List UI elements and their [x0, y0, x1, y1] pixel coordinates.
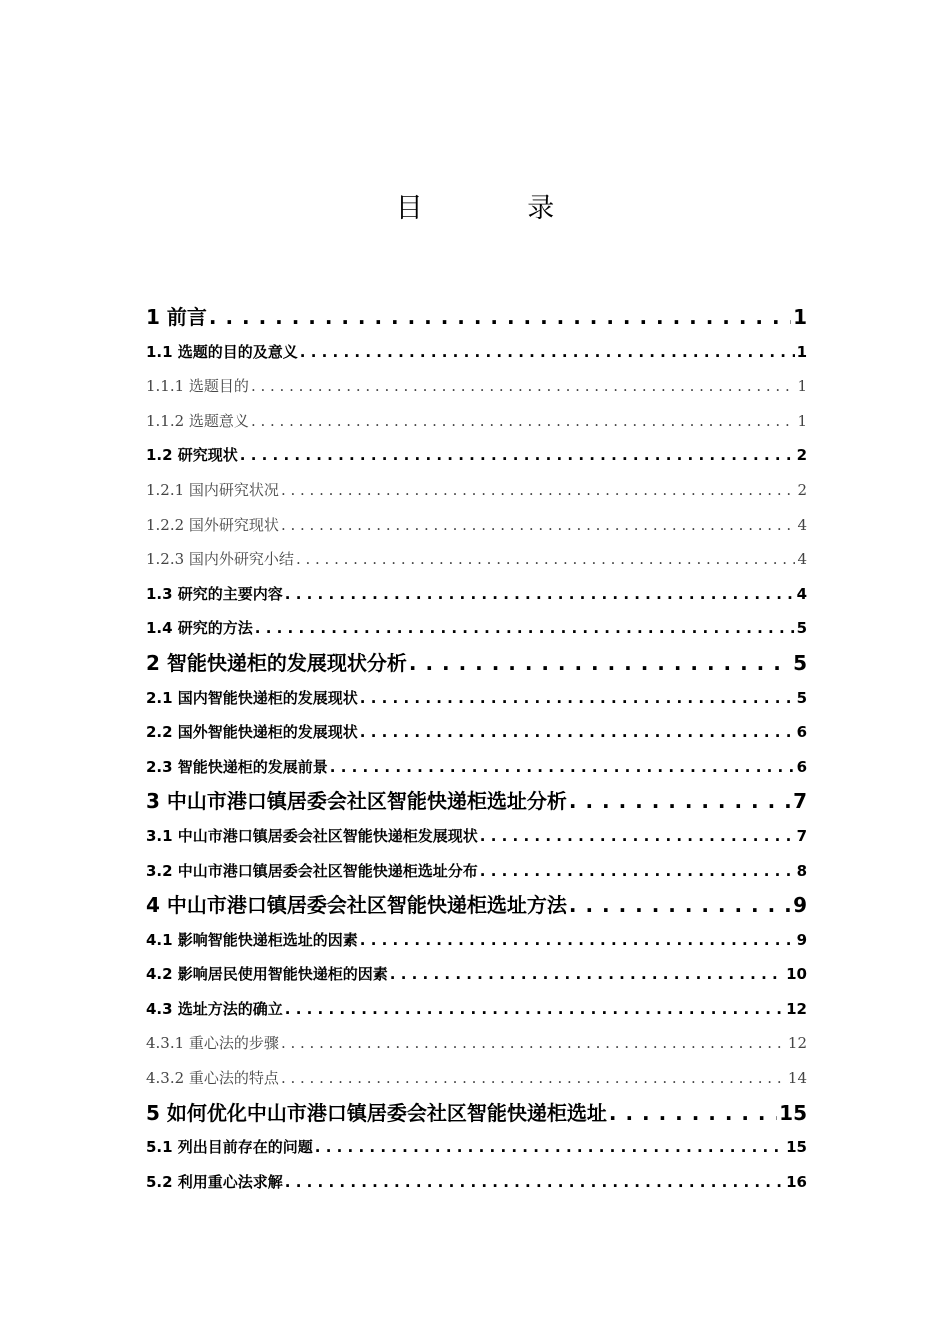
- toc-entry-label: 4.1 影响智能快递柜选址的因素: [146, 930, 358, 949]
- toc-entry[interactable]: [146, 473, 807, 508]
- toc-dot-leader: [330, 750, 795, 785]
- toc-page-number: 15: [779, 1100, 807, 1125]
- toc-page-number: 12: [786, 999, 807, 1018]
- toc-entry[interactable]: [146, 923, 807, 958]
- toc-entry[interactable]: [146, 750, 807, 785]
- toc-entry[interactable]: [146, 1130, 807, 1165]
- toc-page-number: 10: [786, 965, 807, 984]
- toc-entry[interactable]: [146, 404, 807, 439]
- toc-page-number: 14: [787, 1069, 807, 1088]
- toc-dot-leader: [296, 542, 796, 577]
- toc-page-number: 1: [797, 377, 807, 396]
- toc-dot-leader: [281, 1061, 786, 1096]
- toc-page-number: 4: [797, 515, 807, 534]
- page-title: 目 录: [395, 193, 603, 224]
- toc-entry[interactable]: [146, 1165, 807, 1200]
- toc-dot-leader: [251, 369, 796, 404]
- toc-entry[interactable]: [146, 646, 807, 681]
- toc-entry[interactable]: [146, 542, 807, 577]
- toc-entry[interactable]: [146, 888, 807, 923]
- toc-entry-label: 4.3 选址方法的确立: [146, 999, 283, 1018]
- toc-entry[interactable]: [146, 854, 807, 889]
- toc-entry-label: 2.1 国内智能快递柜的发展现状: [146, 688, 358, 707]
- toc-page-number: 4: [796, 584, 807, 603]
- toc-entry-label: 5.2 利用重心法求解: [146, 1172, 283, 1191]
- toc-dot-leader: [281, 508, 796, 543]
- toc-entry[interactable]: [146, 1061, 807, 1096]
- toc-page-number: 9: [796, 930, 807, 949]
- toc-dot-leader: [281, 473, 796, 508]
- toc-page-number: 6: [796, 757, 807, 776]
- toc-entry-label: 4.3.2 重心法的特点: [146, 1069, 279, 1088]
- toc-page-number: 9: [793, 893, 807, 918]
- toc-dot-leader: [251, 404, 796, 439]
- toc-entry-label: 1 前言: [146, 305, 207, 329]
- toc-entry-label: 4 中山市港口镇居委会社区智能快递柜选址方法: [146, 893, 567, 918]
- toc-entry-label: 4.3.1 重心法的步骤: [146, 1034, 279, 1053]
- toc-dot-leader: [480, 854, 795, 889]
- toc-entry-label: 1.2.1 国内研究状况: [146, 480, 279, 499]
- toc-entry[interactable]: [146, 577, 807, 612]
- toc-entry-label: 1.2.3 国内外研究小结: [146, 550, 294, 569]
- toc-entry[interactable]: [146, 369, 807, 404]
- table-of-contents: [146, 300, 807, 1199]
- toc-entry[interactable]: [146, 611, 807, 646]
- toc-page-number: 12: [787, 1034, 807, 1053]
- toc-entry-label: 3.2 中山市港口镇居委会社区智能快递柜选址分布: [146, 861, 478, 880]
- toc-dot-leader: [285, 577, 795, 612]
- toc-page-number: 15: [786, 1138, 807, 1157]
- toc-dot-leader: [609, 1096, 777, 1131]
- toc-entry-label: 1.2.2 国外研究现状: [146, 515, 279, 534]
- toc-dot-leader: [569, 888, 791, 923]
- toc-page-number: 5: [793, 650, 807, 675]
- toc-entry[interactable]: [146, 1026, 807, 1061]
- toc-dot-leader: [240, 438, 795, 473]
- toc-page-number: 7: [796, 826, 807, 845]
- toc-entry[interactable]: [146, 1096, 807, 1131]
- toc-dot-leader: [300, 335, 795, 370]
- toc-dot-leader: [360, 923, 795, 958]
- toc-entry-label: 1.3 研究的主要内容: [146, 584, 283, 603]
- toc-page-number: 5: [796, 688, 807, 707]
- toc-entry-label: 3 中山市港口镇居委会社区智能快递柜选址分析: [146, 789, 567, 814]
- toc-page-number: 8: [796, 861, 807, 880]
- toc-page-number: 5: [796, 619, 807, 638]
- toc-page-number: 1: [793, 305, 807, 329]
- toc-entry[interactable]: [146, 957, 807, 992]
- toc-entry[interactable]: [146, 992, 807, 1027]
- toc-entry-label: 5 如何优化中山市港口镇居委会社区智能快递柜选址: [146, 1100, 607, 1125]
- toc-page-number: 2: [797, 480, 807, 499]
- toc-entry[interactable]: [146, 335, 807, 370]
- toc-dot-leader: [480, 819, 795, 854]
- toc-dot-leader: [285, 1165, 784, 1200]
- toc-dot-leader: [360, 681, 795, 716]
- toc-entry[interactable]: [146, 681, 807, 716]
- toc-entry-label: 2.2 国外智能快递柜的发展现状: [146, 723, 358, 742]
- toc-entry[interactable]: [146, 438, 807, 473]
- toc-entry-label: 5.1 列出目前存在的问题: [146, 1138, 313, 1157]
- toc-page-number: 16: [786, 1172, 807, 1191]
- toc-page-number: 6: [796, 723, 807, 742]
- toc-dot-leader: [315, 1130, 784, 1165]
- toc-dot-leader: [390, 957, 784, 992]
- toc-entry-label: 1.2 研究现状: [146, 446, 238, 465]
- toc-entry-label: 1.1.1 选题目的: [146, 377, 249, 396]
- toc-entry[interactable]: [146, 819, 807, 854]
- toc-page-number: 1: [797, 411, 807, 430]
- toc-dot-leader: [209, 300, 791, 335]
- toc-page-number: 4: [797, 550, 807, 569]
- toc-dot-leader: [281, 1026, 786, 1061]
- toc-entry[interactable]: [146, 508, 807, 543]
- toc-page-number: 7: [793, 789, 807, 814]
- toc-entry-label: 1.1.2 选题意义: [146, 411, 249, 430]
- toc-entry[interactable]: [146, 300, 807, 335]
- toc-entry-label: 2 智能快递柜的发展现状分析: [146, 650, 407, 675]
- toc-entry-label: 1.1 选题的目的及意义: [146, 342, 298, 361]
- toc-page-number: 2: [796, 446, 807, 465]
- toc-entry[interactable]: [146, 715, 807, 750]
- toc-entry-label: 2.3 智能快递柜的发展前景: [146, 757, 328, 776]
- toc-entry-label: 3.1 中山市港口镇居委会社区智能快递柜发展现状: [146, 826, 478, 845]
- toc-entry[interactable]: [146, 784, 807, 819]
- toc-dot-leader: [409, 646, 791, 681]
- toc-entry-label: 1.4 研究的方法: [146, 619, 253, 638]
- toc-page-number: 1: [796, 342, 807, 361]
- toc-dot-leader: [285, 992, 784, 1027]
- toc-entry-label: 4.2 影响居民使用智能快递柜的因素: [146, 965, 388, 984]
- toc-dot-leader: [569, 784, 791, 819]
- toc-dot-leader: [360, 715, 795, 750]
- toc-dot-leader: [255, 611, 795, 646]
